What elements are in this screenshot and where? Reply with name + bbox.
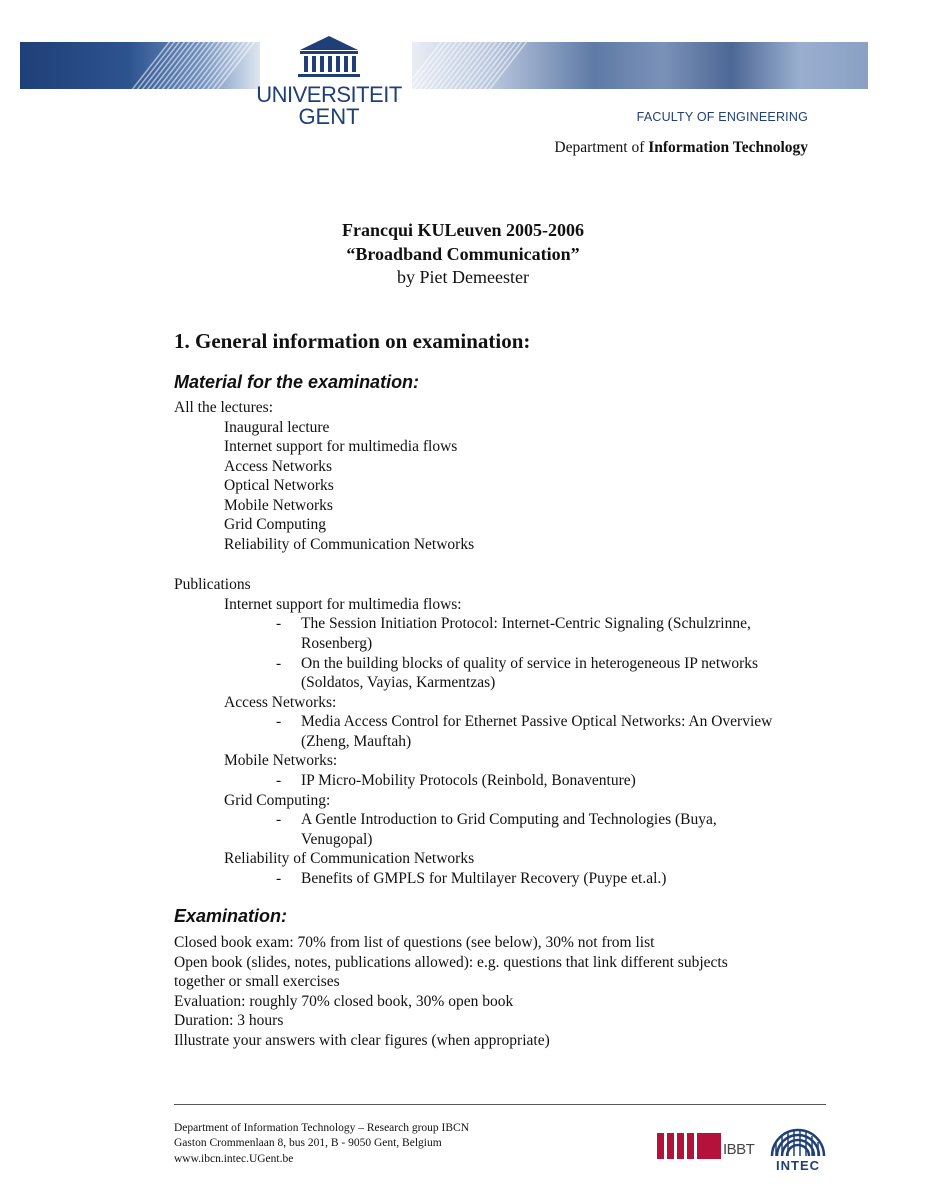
lecture-item: Optical Networks [224, 477, 334, 494]
intec-arcs-icon [768, 1118, 828, 1158]
exam-line: Open book (slides, notes, publications allowed): e.g. questions that link different subjects [174, 954, 728, 971]
footer-department: Department of Information Technology – Research group IBCN [174, 1122, 470, 1134]
publication-topic: Mobile Networks: [224, 752, 338, 769]
header-banner [20, 42, 868, 89]
building-icon [254, 33, 404, 83]
lecture-item: Mobile Networks [224, 497, 333, 514]
department-name: Information Technology [648, 139, 808, 156]
document-title: Francqui KULeuven 2005-2006 [341, 220, 584, 240]
publication-item: A Gentle Introduction to Grid Computing and Technologies (Buya, [301, 811, 717, 828]
ibbt-logo [657, 1131, 757, 1161]
lecture-item: Reliability of Communication Networks [224, 536, 475, 553]
ibbt-logo-text: IBBT [723, 1141, 755, 1158]
publication-item: On the building blocks of quality of service in heterogeneous IP networks [301, 655, 759, 672]
lecture-item: Grid Computing [224, 516, 327, 533]
publication-topic: Reliability of Communication Networks [224, 850, 475, 867]
university-name-line2: GENT [298, 104, 360, 129]
intec-logo [768, 1118, 828, 1176]
exam-line: Illustrate your answers with clear figures (when appropriate) [174, 1032, 550, 1049]
exam-line: together or small exercises [174, 973, 340, 990]
course-title: “Broadband Communication” [346, 244, 580, 264]
ugent-logo [254, 33, 404, 133]
publication-topic: Internet support for multimedia flows: [224, 596, 462, 613]
exam-line: Closed book exam: 70% from list of questions (see below), 30% not from list [174, 934, 655, 951]
list-dash: - [276, 772, 282, 789]
publication-item: The Session Initiation Protocol: Internet-Centric Signaling (Schulzrinne, [301, 615, 751, 632]
material-heading: Material for the examination: [174, 372, 420, 392]
list-dash: - [276, 713, 282, 730]
footer-address: Gaston Crommenlaan 8, bus 201, B - 9050 Gent, Belgium [174, 1137, 442, 1149]
list-dash: - [276, 655, 282, 672]
lecture-item: Access Networks [224, 458, 333, 475]
list-dash: - [276, 615, 282, 632]
exam-line: Duration: 3 hours [174, 1012, 284, 1029]
publication-item: IP Micro-Mobility Protocols (Reinbold, Bonaventure) [301, 772, 636, 789]
banner-right-image [412, 42, 868, 89]
lecture-item: Inaugural lecture [224, 419, 330, 436]
publication-item: Media Access Control for Ethernet Passive Optical Networks: An Overview [301, 713, 773, 730]
department-label [420, 139, 808, 157]
list-dash: - [276, 870, 282, 887]
publication-topic: Access Networks: [224, 694, 337, 711]
section-heading: 1. General information on examination: [174, 329, 531, 353]
publication-item-cont: (Zheng, Mauftah) [301, 733, 412, 750]
publication-item-cont: Venugopal) [301, 831, 373, 848]
exam-line: Evaluation: roughly 70% closed book, 30% open book [174, 993, 514, 1010]
department-prefix: Department of [554, 139, 649, 156]
intec-logo-text: INTEC [776, 1158, 820, 1173]
lecture-item: Internet support for multimedia flows [224, 438, 458, 455]
publication-topic: Grid Computing: [224, 792, 331, 809]
faculty-label: FACULTY OF ENGINEERING [636, 110, 808, 124]
lectures-intro: All the lectures: [174, 399, 273, 416]
university-name-line1: UNIVERSITEIT [256, 82, 402, 107]
footer-website[interactable]: www.ibcn.intec.UGent.be [174, 1153, 294, 1165]
publication-item-cont: Rosenberg) [301, 635, 373, 652]
banner-left-image [20, 42, 260, 89]
footer-divider [174, 1104, 826, 1105]
examination-heading: Examination: [174, 906, 288, 926]
author-line: by Piet Demeester [397, 267, 529, 287]
list-dash: - [276, 811, 282, 828]
publications-intro: Publications [174, 576, 251, 593]
publication-item-cont: (Soldatos, Vayias, Karmentzas) [301, 674, 496, 691]
publication-item: Benefits of GMPLS for Multilayer Recovery (Puype et.al.) [301, 870, 667, 887]
